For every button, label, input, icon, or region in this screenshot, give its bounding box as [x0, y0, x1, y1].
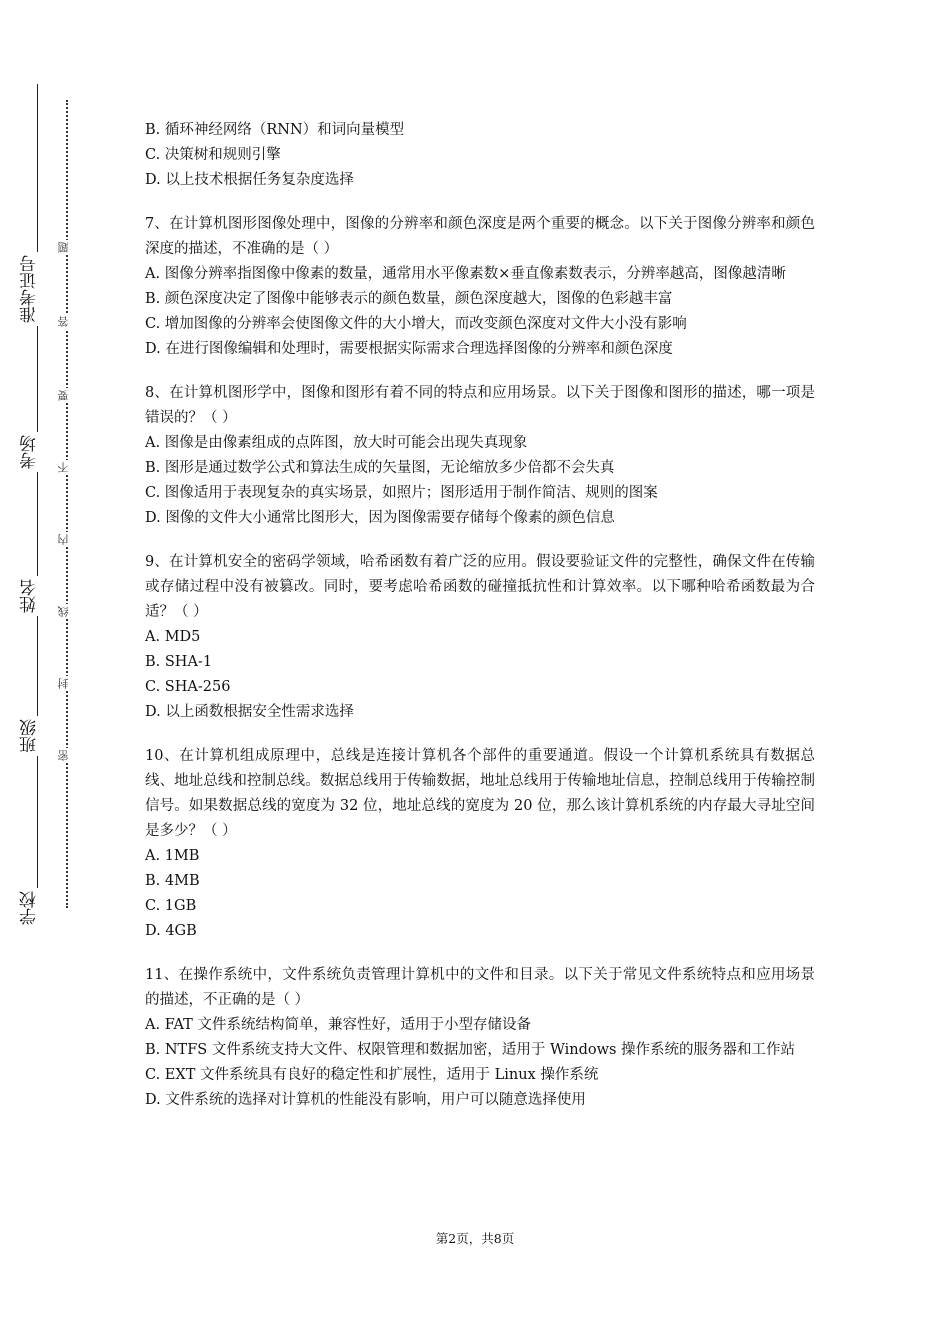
option-b: B. 图形是通过数学公式和算法生成的矢量图，无论缩放多少倍都不会失真: [145, 460, 615, 476]
question-stem: 9、在计算机安全的密码学领域，哈希函数有着广泛的应用。假设要验证文件的完整性，确保文件在传输或存储过程中没有被篡改。同时，要考虑哈希函数的碰撞抵抗性和计算效率。以下哪种哈希函数最为合适？（ ）: [145, 554, 815, 620]
option-b: B. NTFS 文件系统支持大文件、权限管理和数据加密，适用于 Windows 操作系统的服务器和工作站: [145, 1042, 796, 1058]
school-label: 学校: [22, 888, 54, 928]
option-b: B. 颜色深度决定了图像中能够表示的颜色数量，颜色深度越大，图像的色彩越丰富: [145, 291, 673, 307]
seal-char: 密: [58, 748, 76, 763]
option-d: D. 在进行图像编辑和处理时，需要根据实际需求合理选择图像的分辨率和颜色深度: [145, 341, 673, 357]
seal-char: 答: [58, 314, 76, 329]
option-c: C. 图像适用于表现复杂的真实场景，如照片；图形适用于制作简洁、规则的图案: [145, 485, 658, 501]
option-b: B. 循环神经网络（RNN）和词向量模型: [145, 122, 405, 138]
seal-char: 内: [58, 532, 76, 547]
option-d: D. 以上技术根据任务复杂度选择: [145, 172, 354, 188]
option-a: A. 图像是由像素组成的点阵图，放大时可能会出现失真现象: [145, 435, 528, 451]
question-stem: 7、在计算机图形图像处理中，图像的分辨率和颜色深度是两个重要的概念。以下关于图像分辨率和颜色深度的描述，不准确的是（ ）: [145, 216, 815, 257]
exam-id-label: 准考证号: [22, 252, 54, 326]
class-label: 班级: [22, 716, 54, 756]
page-number-footer: 第2页，共8页: [435, 1231, 515, 1246]
question-8: [145, 381, 815, 531]
question-stem: 8、在计算机图形学中，图像和图形有着不同的特点和应用场景。以下关于图像和图形的描述，哪一项是错误的？（ ）: [145, 385, 815, 426]
question-content: [145, 118, 815, 1132]
seal-char: 不: [58, 460, 76, 475]
question-stem: 11、在操作系统中，文件系统负责管理计算机中的文件和目录。以下关于常见文件系统特点和应用场景的描述，不正确的是（ ）: [145, 967, 815, 1008]
option-d: D. 4GB: [145, 923, 197, 939]
seal-char: 要: [58, 388, 76, 403]
option-d: D. 文件系统的选择对计算机的性能没有影响，用户可以随意选择使用: [145, 1092, 586, 1108]
option-b: B. SHA-1: [145, 654, 213, 670]
option-d: D. 以上函数根据安全性需求选择: [145, 704, 354, 720]
exam-room-label: 考场: [22, 432, 54, 472]
option-c: C. 增加图像的分辨率会使图像文件的大小增大，而改变颜色深度对文件大小没有影响: [145, 316, 687, 332]
previous-question-options: [145, 118, 815, 193]
question-9: [145, 550, 815, 725]
seal-char: 封: [58, 676, 76, 691]
option-a: A. FAT 文件系统结构简单，兼容性好，适用于小型存储设备: [145, 1017, 531, 1033]
option-c: C. 1GB: [145, 898, 197, 914]
option-a: A. MD5: [145, 629, 201, 645]
question-7: [145, 212, 815, 362]
name-label: 姓名: [22, 576, 54, 616]
option-c: C. SHA-256: [145, 679, 231, 695]
binding-dotted-line: [66, 100, 68, 908]
option-a: A. 1MB: [145, 848, 200, 864]
question-11: [145, 963, 815, 1113]
binding-solid-line: [37, 84, 38, 926]
option-c: C. EXT 文件系统具有良好的稳定性和扩展性，适用于 Linux 操作系统: [145, 1067, 599, 1083]
seal-char: 题: [58, 240, 76, 255]
question-10: [145, 744, 815, 944]
option-a: A. 图像分辨率指图像中像素的数量，通常用水平像素数×垂直像素数表示，分辨率越高，图像越清晰: [145, 266, 786, 282]
binding-margin: [0, 0, 100, 1344]
option-b: B. 4MB: [145, 873, 200, 889]
seal-char: 线: [58, 604, 76, 619]
question-stem: 10、在计算机组成原理中，总线是连接计算机各个部件的重要通道。假设一个计算机系统具有数据总线、地址总线和控制总线。数据总线用于传输数据，地址总线用于传输地址信息，控制总线用于传输控制信号。如果数据总线的宽度为 32 位，地址总线的宽度为 20 位，那么该计算机系统的内存最大寻址空间是多少？（ ）: [145, 748, 815, 839]
option-c: C. 决策树和规则引擎: [145, 147, 281, 163]
option-d: D. 图像的文件大小通常比图形大，因为图像需要存储每个像素的颜色信息: [145, 510, 615, 526]
